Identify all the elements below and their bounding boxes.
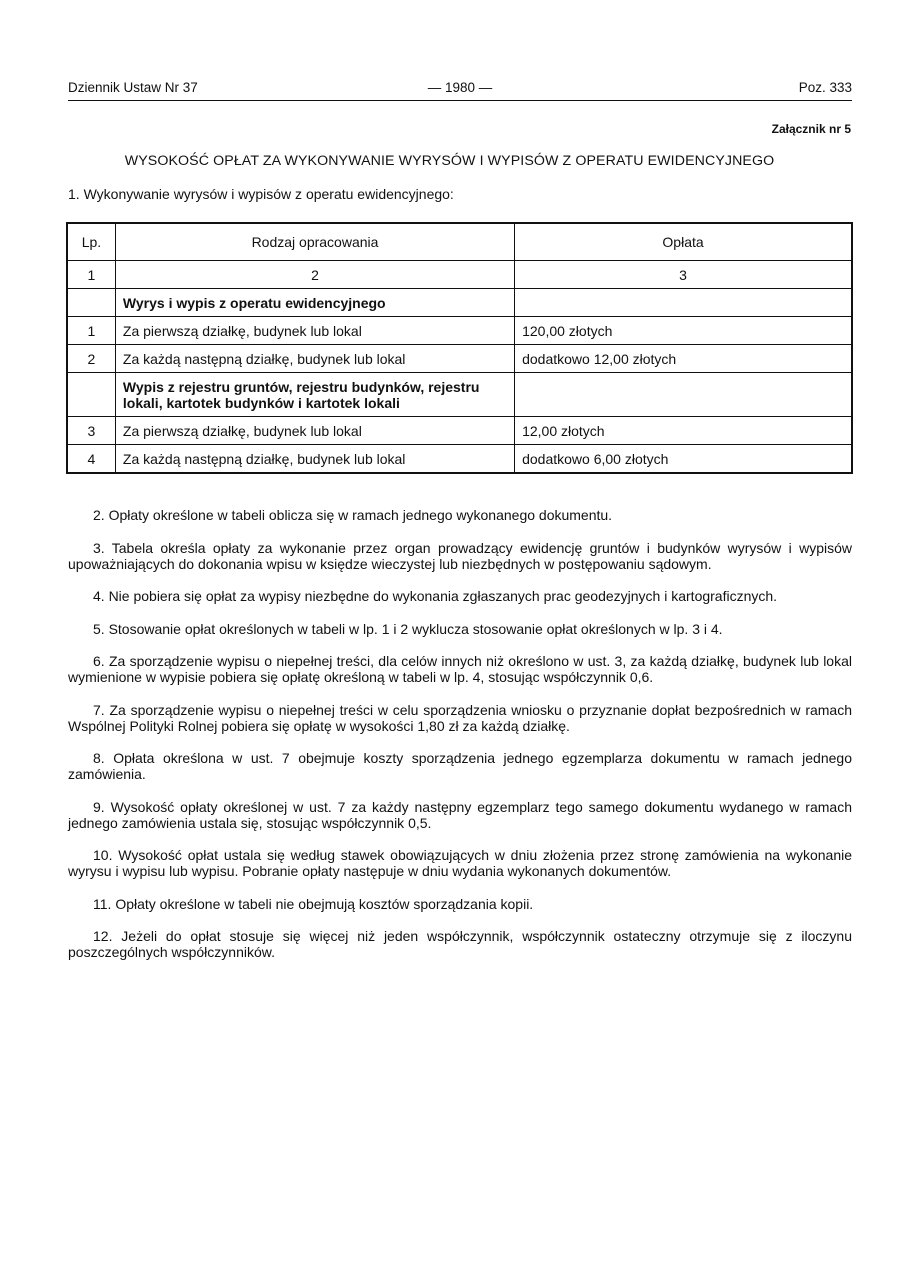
paragraph-12: 12. Jeżeli do opłat stosuje się więcej niż jeden współczynnik, współczynnik ostateczny otrzymuje się z iloczynu poszczególnych współczynników. (68, 928, 852, 960)
journal-name: Dziennik Ustaw Nr 37 (68, 80, 198, 95)
paragraph-2: 2. Opłaty określone w tabeli oblicza się w ramach jednego wykonanego dokumentu. (93, 507, 613, 523)
group-fee-empty (515, 289, 852, 317)
position-number: Poz. 333 (798, 80, 852, 95)
header-fee: Opłata (515, 223, 852, 261)
paragraphs (68, 507, 852, 977)
paragraph-9: 9. Wysokość opłaty określonej w ust. 7 za każdy następny egzemplarz tego samego dokumentu wydanego w ramach jednego zamówienia ustala się, stosując współczynnik 0,5. (68, 798, 852, 831)
row-fee: 120,00 złotych (515, 317, 852, 345)
table-header-row (67, 223, 852, 261)
table-row (67, 345, 852, 373)
paragraph-6: 6. Za sporządzenie wypisu o niepełnej treści, dla celów innych niż określono w ust. 3, za każdą działkę, budynek lub lokal wymienione w wypisie pobiera się opłatę określoną w tabeli w lp. 4, stosując współczynnik 0,6. (68, 653, 852, 685)
page-header (68, 80, 852, 101)
paragraph-8: 8. Opłata określona w ust. 7 obejmuje koszty sporządzenia jednego egzemplarza dokumentu w ramach jednego zamówienia. (68, 750, 852, 782)
header-type: Rodzaj opracowania (115, 223, 514, 261)
annex-label: Załącznik nr 5 (771, 122, 851, 136)
row-type: Za każdą następną działkę, budynek lub lokal (115, 445, 514, 474)
row-lp: 3 (67, 417, 115, 445)
section-1-heading: 1. Wykonywanie wyrysów i wypisów z operatu ewidencyjnego: (68, 186, 454, 202)
header-lp: Lp. (67, 223, 115, 261)
paragraph-10: 10. Wysokość opłat ustala się według stawek obowiązujących w dniu złożenia przez stronę zamówienia na wykonanie wyrysu i wypisu lub wypisu. Pobranie opłaty następuje w dniu wydania wykonanych dokumentów. (68, 847, 852, 879)
column-number-1: 1 (67, 261, 115, 289)
table-row (67, 317, 852, 345)
document-title: WYSOKOŚĆ OPŁAT ZA WYKONYWANIE WYRYSÓW I WYPISÓW Z OPERATU EWIDENCYJNEGO (124, 153, 775, 169)
page-number: — 1980 — (427, 80, 493, 95)
row-fee: dodatkowo 12,00 złotych (515, 345, 852, 373)
table-group-row (67, 373, 852, 417)
table-group-row (67, 289, 852, 317)
row-fee: 12,00 złotych (515, 417, 852, 445)
group-title-1: Wyrys i wypis z operatu ewidencyjnego (115, 289, 514, 317)
paragraph-4: 4. Nie pobiera się opłat za wypisy niezbędne do wykonania zgłaszanych prac geodezyjnych i kartograficznych. (93, 588, 778, 604)
row-type: Za pierwszą działkę, budynek lub lokal (115, 417, 514, 445)
table-number-row (67, 261, 852, 289)
row-lp: 1 (67, 317, 115, 345)
group-title-2: Wypis z rejestru gruntów, rejestru budynków, rejestru lokali, kartotek budynków i kartotek lokali (115, 373, 514, 417)
column-number-3: 3 (515, 261, 852, 289)
fees-table (66, 222, 853, 474)
row-type: Za każdą następną działkę, budynek lub lokal (115, 345, 514, 373)
column-number-2: 2 (115, 261, 514, 289)
paragraph-11: 11. Opłaty określone w tabeli nie obejmują kosztów sporządzania kopii. (93, 895, 534, 912)
row-fee: dodatkowo 6,00 złotych (515, 445, 852, 474)
paragraph-3: 3. Tabela określa opłaty za wykonanie przez organ prowadzący ewidencję gruntów i budynków wyrysów i wypisów upoważniających do dokonania wpisu w księdze wieczystej lub niezbędnych w postępowaniu sądowym. (68, 539, 852, 572)
row-type: Za pierwszą działkę, budynek lub lokal (115, 317, 514, 345)
table-row (67, 445, 852, 474)
table-row (67, 417, 852, 445)
paragraph-5: 5. Stosowanie opłat określonych w tabeli w lp. 1 i 2 wyklucza stosowanie opłat określonych w lp. 3 i 4. (93, 620, 723, 637)
group-lp-empty (67, 373, 115, 417)
group-lp-empty (67, 289, 115, 317)
paragraph-7: 7. Za sporządzenie wypisu o niepełnej treści w celu sporządzenia wniosku o przyznanie dopłat bezpośrednich w ramach Wspólnej Polityki Rolnej pobiera się opłatę w wysokości 1,80 zł za każdą działkę. (68, 701, 852, 734)
row-lp: 4 (67, 445, 115, 474)
row-lp: 2 (67, 345, 115, 373)
group-fee-empty (515, 373, 852, 417)
